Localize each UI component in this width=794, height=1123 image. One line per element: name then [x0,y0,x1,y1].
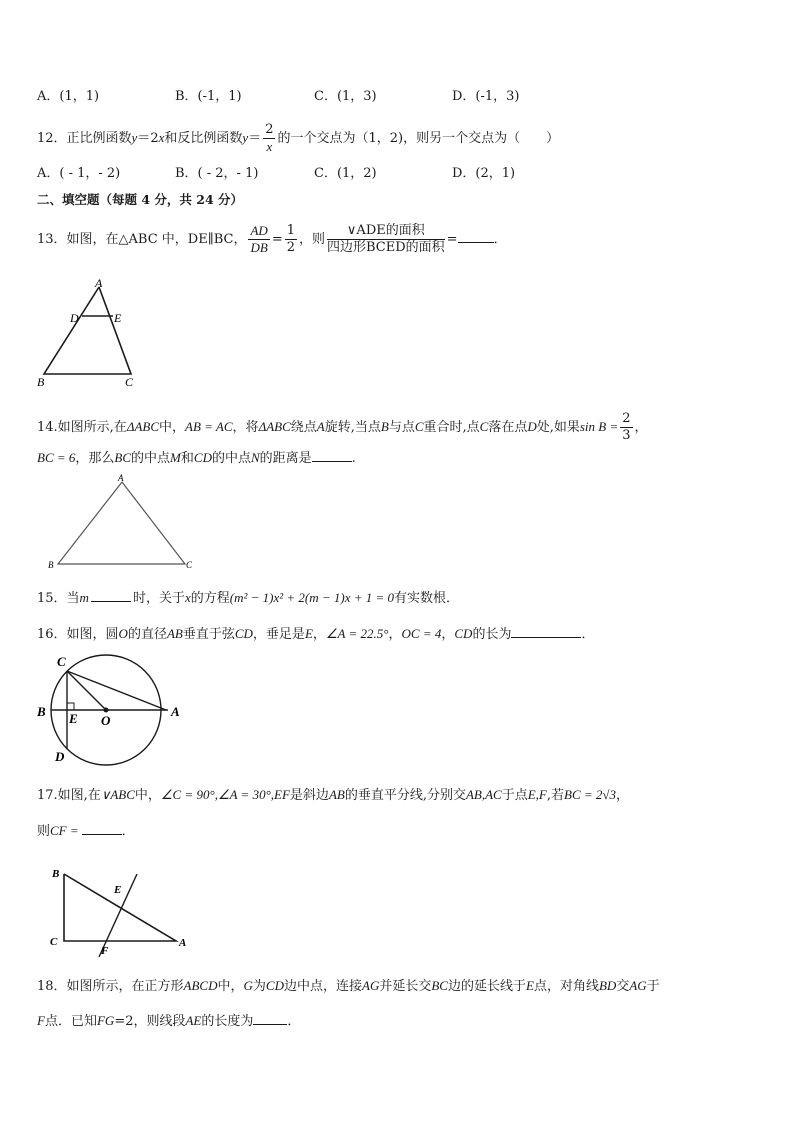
q17-math: AB,AC [465,787,502,802]
q14-stem-line2 [37,449,356,467]
q14-text: 的中点 [211,451,251,466]
q12-fraction [263,122,275,155]
fraction-denominator: 四边形BCED的面积 [327,240,445,255]
q12-text: ＝2 [137,131,159,146]
right-angle-mark [67,703,74,710]
label-o: O [101,713,111,728]
fraction-denominator: 2 [286,240,295,255]
q18-text: 于 [646,979,660,994]
label-b: B [37,375,45,389]
q14-text: 处,如果 [536,420,580,435]
q16-math: AB [166,626,183,641]
q17-text: 17.如图,在 [37,788,101,803]
q17-math: ∨ABC [100,787,135,802]
answer-blank[interactable] [312,449,352,462]
answer-blank[interactable] [458,230,494,243]
q12-option-a: A．( - 1，- 2) [37,166,121,181]
q17-text: 于点 [501,788,528,803]
q17-text: 中， [134,788,161,803]
q14-text: 重合时,点 [423,420,480,435]
q16-math: OC = 4 [401,626,442,641]
q12-var: y [131,130,138,145]
q17-text: 是斜边 [289,788,329,803]
label-e: E [114,884,122,896]
answer-blank[interactable] [91,589,131,602]
label-f: F [101,945,109,957]
fraction-numerator: AD [250,223,268,238]
answer-blank[interactable] [511,625,581,638]
q15-stem [37,589,459,607]
label-c: C [50,936,58,948]
q14-math: M [170,450,181,465]
q16-text: 的直径 [127,627,167,642]
q14-math: ΔABC [126,419,159,434]
q14-math: C [479,419,489,434]
q14-math: C [414,419,424,434]
q17-math: BC = 2√3 [564,787,617,802]
q14-stem-line1 [37,411,648,444]
q13-fraction-ad-db [248,223,269,256]
q12-text: ＝ [248,131,262,146]
q14-text: 的距离是 [259,451,312,466]
q18-text: 的长度为 [201,1014,254,1029]
segment-co [67,671,106,710]
label-a: A [118,473,124,483]
q13-equals: = [446,232,458,247]
q18-text: 点．已知 [44,1014,97,1029]
q18-math: CD [265,978,284,993]
q18-text: 并延长交 [379,979,432,994]
q15-text: 15．当 [37,591,80,606]
q14-text: 14.如图所示,在 [37,420,127,435]
fraction-numerator: 2 [622,411,631,426]
q14-math: AB = AC [185,419,233,434]
label-a: A [171,704,180,719]
fraction-denominator: 3 [622,428,631,443]
triangle-abc [44,287,131,374]
q18-math: E [526,978,534,993]
q15-math: x [184,590,191,605]
q18-math: BD [598,978,617,993]
q16-text: ， [388,627,402,642]
q13-triangle-figure [35,278,145,390]
q14-math: ΔABC [258,419,291,434]
q15-text: 有实数根． [394,591,460,606]
label-b: B [48,560,54,570]
q14-math: BC = 6 [37,450,76,465]
q16-text: 垂直于弦 [182,627,235,642]
q17-math: AB [328,787,345,802]
q11-option-a: A．(1，1) [37,89,100,104]
q15-text: 的方程 [190,591,230,606]
q14-text: ，那么 [75,451,115,466]
q13-fraction-half [285,223,297,256]
q12-option-c: C．(1，2) [314,166,377,181]
q17-math: ∠C = 90°,∠A = 30°,EF [160,787,290,802]
q18-text: 点，对角线 [533,979,599,994]
q14-text: 落在点 [488,420,528,435]
segment-ca [67,671,166,710]
label-c: C [186,560,193,570]
section-title: 二、填空题（每题 4 分，共 24 分） [37,192,244,207]
q17-text: ． [121,824,135,839]
fraction-numerator: 2 [265,122,274,137]
label-d: D [55,749,65,764]
fraction-numerator: ∨ADE的面积 [327,223,445,240]
q16-text: ，垂足是 [252,627,305,642]
q16-circle-figure [33,650,193,768]
q14-math: sin B = [579,419,619,434]
q14-math: D [527,419,537,434]
q17-text: ,若 [546,788,565,803]
fraction-denominator: x [266,139,273,154]
q11-option-d: D．(-1，3) [452,89,520,104]
q16-math: CD [454,626,473,641]
fraction-numerator: 1 [286,223,295,238]
q12-var: y [242,130,249,145]
label-e: E [69,711,78,726]
answer-blank[interactable] [253,1012,287,1025]
q14-triangle-figure [45,472,195,572]
q16-math: O [118,626,128,641]
q14-text: 与点 [388,420,415,435]
q14-text: 绕点 [290,420,317,435]
q16-math: CD [234,626,253,641]
q14-text: 的中点 [131,451,171,466]
q18-math: AG [629,978,647,993]
q17-math: E,F [527,787,547,802]
q12-option-d: D．(2，1) [452,166,516,181]
q16-math: ∠A = 22.5° [325,626,389,641]
q14-math: A [316,419,325,434]
q18-math: FG [96,1013,115,1028]
q17-stem-line1 [37,787,629,804]
q13-stem [37,223,507,256]
q14-math: CD [193,450,212,465]
q14-text: 中， [159,420,186,435]
q14-math: B [380,419,389,434]
q18-math: BC [431,978,448,993]
q17-text: 的垂直平分线,分别交 [344,788,466,803]
q16-math: E [304,626,313,641]
q18-text: 边中点，连接 [283,979,362,994]
q18-text: 为 [252,979,266,994]
q12-var: x [158,130,165,145]
q18-text: 交 [616,979,630,994]
q14-fraction [620,411,632,444]
q17-math: CF = [50,823,79,838]
q12-stem [37,122,559,155]
q16-text: ． [581,627,595,642]
q16-text: 16．如图，圆 [37,627,119,642]
q17-text: ， [616,788,630,803]
q11-option-c: C．(1，3) [314,89,377,104]
q15-text: 时，关于 [132,591,185,606]
label-c: C [57,654,66,669]
q16-text: ， [441,627,455,642]
q18-text: 中， [217,979,244,994]
center-point [104,708,109,713]
q16-stem [37,625,594,643]
q12-text: 12．正比例函数 [37,131,132,146]
label-b: B [37,704,46,719]
q17-triangle-figure [45,862,200,962]
q13-equals: = [271,232,283,247]
q16-text: ， [312,627,326,642]
q18-math: G [243,978,253,993]
label-c: C [125,375,134,389]
q13-fraction-area [327,223,445,256]
label-e: E [114,311,122,325]
q14-math: BC [114,450,132,465]
label-b: B [52,868,60,880]
q18-math: ABCD [183,978,218,993]
q18-text: ． [287,1014,301,1029]
q18-stem-line2 [37,1012,300,1030]
q14-text: 和 [180,451,194,466]
q14-text: ， [634,420,648,435]
q12-option-b: B．( - 2，- 1) [175,166,259,181]
q14-text: ，将 [232,420,259,435]
q12-text: 和反比例函数 [164,131,243,146]
triangle-abc [58,482,185,564]
q18-stem-line1 [37,978,660,995]
q12-text: 的一个交点为（1，2)，则另一个交点为（ ） [277,131,560,146]
q17-text: 则 [37,824,51,839]
answer-blank[interactable] [82,822,122,835]
fraction-denominator: DB [250,240,268,255]
q18-text: 18．如图所示，在正方形 [37,979,184,994]
q14-text: 旋转,当点 [324,420,381,435]
q13-text: ，则 [299,232,326,247]
q15-math: m [79,590,89,605]
label-a: A [95,278,103,290]
q18-text: 边的延长线于 [447,979,526,994]
q18-math: AG [362,978,380,993]
q18-text: =2，则线段 [114,1014,186,1029]
q14-text: . [351,451,356,466]
q13-text: ． [493,232,507,247]
q11-option-b: B．(-1，1) [175,89,242,104]
q15-equation: (m² − 1)x² + 2(m − 1)x + 1 = 0 [229,590,395,605]
q14-math: N [250,450,260,465]
q13-text: 13．如图，在△ABC 中，DE∥BC， [37,232,247,247]
q18-math: AE [185,1013,202,1028]
label-d: D [70,311,79,325]
q16-text: 的长为 [472,627,512,642]
q18-math: F [37,1013,45,1028]
label-a: A [179,937,187,949]
q17-stem-line2 [37,822,135,840]
